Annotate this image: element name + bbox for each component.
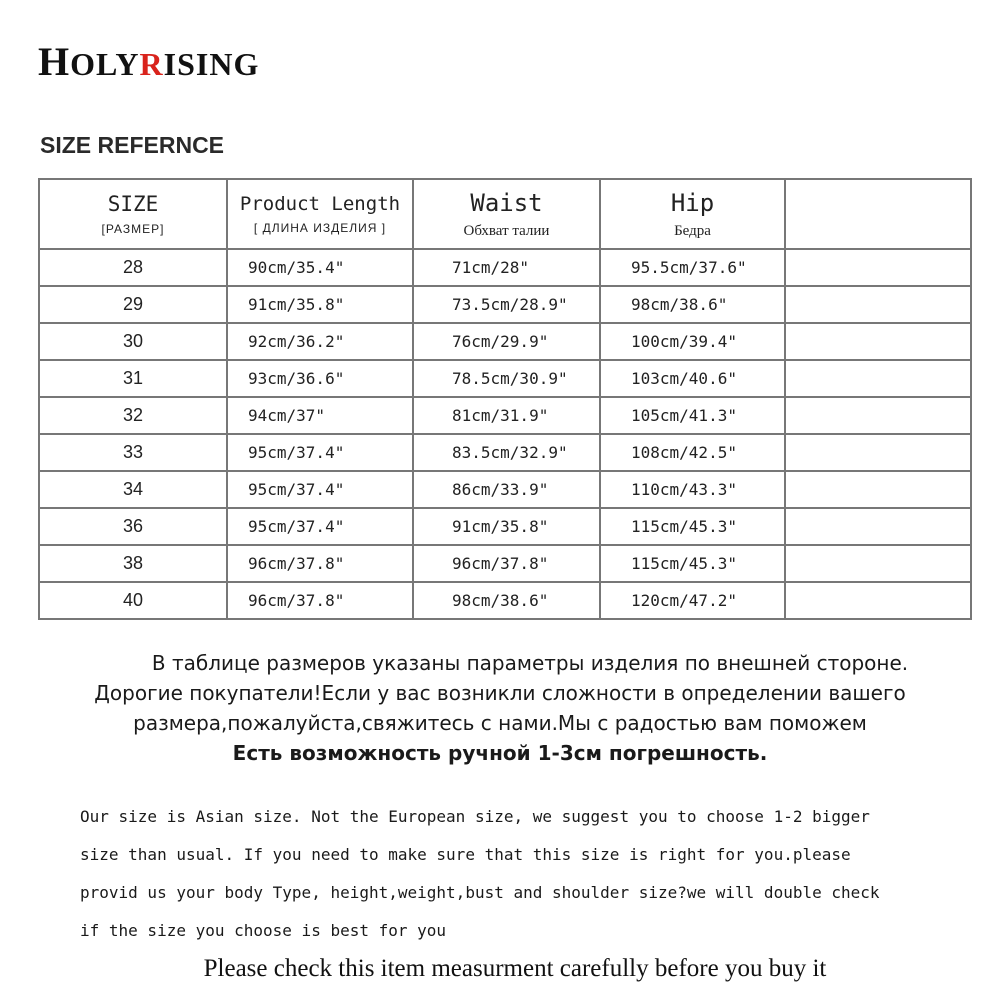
russian-note-line: Есть возможность ручной 1-3см погрешность. <box>232 741 768 765</box>
waist-cell: 96cm/37.8" <box>413 545 600 582</box>
size-cell: 36 <box>39 508 227 545</box>
table-row <box>39 434 971 471</box>
hip-cell: 110cm/43.3" <box>600 471 785 508</box>
length-cell: 92cm/36.2" <box>227 323 413 360</box>
waist-cell: 81cm/31.9" <box>413 397 600 434</box>
waist-cell: 86cm/33.9" <box>413 471 600 508</box>
size-cell: 29 <box>39 286 227 323</box>
russian-note-line: размера,пожалуйста,свяжитесь с нами.Мы с радостью вам поможем <box>133 711 867 735</box>
waist-cell: 78.5cm/30.9" <box>413 360 600 397</box>
empty-cell <box>785 286 971 323</box>
english-note-line: if the size you choose is best for you <box>80 921 447 940</box>
length-cell: 95cm/37.4" <box>227 508 413 545</box>
waist-cell: 76cm/29.9" <box>413 323 600 360</box>
english-note-line: Our size is Asian size. Not the European size, we suggest you to choose 1-2 bigger <box>80 807 870 826</box>
empty-cell <box>785 434 971 471</box>
size-table <box>38 178 972 620</box>
header-size: SIZE [РАЗМЕР] <box>39 179 227 249</box>
size-cell: 33 <box>39 434 227 471</box>
english-note-line: size than usual. If you need to make sure that this size is right for you.please <box>80 845 851 864</box>
english-notes <box>80 798 985 950</box>
hip-cell: 103cm/40.6" <box>600 360 785 397</box>
waist-cell: 71cm/28" <box>413 249 600 286</box>
header-product-length: Product Length [ ДЛИНА ИЗДЕЛИЯ ] <box>227 179 413 249</box>
empty-cell <box>785 508 971 545</box>
size-cell: 40 <box>39 582 227 619</box>
russian-note-line: Дорогие покупатели!Если у вас возникли сложности в определении вашего <box>94 681 906 705</box>
hip-cell: 95.5cm/37.6" <box>600 249 785 286</box>
size-cell: 31 <box>39 360 227 397</box>
table-row <box>39 286 971 323</box>
length-cell: 93cm/36.6" <box>227 360 413 397</box>
empty-cell <box>785 582 971 619</box>
empty-cell <box>785 397 971 434</box>
hip-cell: 120cm/47.2" <box>600 582 785 619</box>
table-row <box>39 249 971 286</box>
table-header-row <box>39 179 971 249</box>
length-cell: 95cm/37.4" <box>227 471 413 508</box>
length-cell: 94cm/37" <box>227 397 413 434</box>
length-cell: 96cm/37.8" <box>227 545 413 582</box>
table-row <box>39 582 971 619</box>
waist-cell: 73.5cm/28.9" <box>413 286 600 323</box>
table-row <box>39 508 971 545</box>
brand-logo: HOLYRISING <box>38 39 260 84</box>
empty-cell <box>785 249 971 286</box>
waist-cell: 83.5cm/32.9" <box>413 434 600 471</box>
empty-cell <box>785 360 971 397</box>
size-cell: 30 <box>39 323 227 360</box>
empty-cell <box>785 545 971 582</box>
size-cell: 32 <box>39 397 227 434</box>
length-cell: 91cm/35.8" <box>227 286 413 323</box>
empty-cell <box>785 471 971 508</box>
header-empty <box>785 179 971 249</box>
russian-note-line: В таблице размеров указаны параметры изделия по внешней стороне. <box>151 651 909 675</box>
table-row <box>39 360 971 397</box>
hip-cell: 115cm/45.3" <box>600 545 785 582</box>
length-cell: 96cm/37.8" <box>227 582 413 619</box>
hip-cell: 100cm/39.4" <box>600 323 785 360</box>
waist-cell: 98cm/38.6" <box>413 582 600 619</box>
size-cell: 28 <box>39 249 227 286</box>
size-reference-title: SIZE REFERNCE <box>40 132 225 158</box>
hip-cell: 105cm/41.3" <box>600 397 785 434</box>
length-cell: 90cm/35.4" <box>227 249 413 286</box>
russian-notes <box>0 648 1000 768</box>
header-hip: Hip Бедра <box>600 179 785 249</box>
size-cell: 34 <box>39 471 227 508</box>
measurement-warning: Please check this item measurment carefully before you buy it <box>203 955 827 982</box>
header-waist: Waist Обхват талии <box>413 179 600 249</box>
table-row <box>39 397 971 434</box>
hip-cell: 108cm/42.5" <box>600 434 785 471</box>
table-row <box>39 471 971 508</box>
size-cell: 38 <box>39 545 227 582</box>
hip-cell: 115cm/45.3" <box>600 508 785 545</box>
hip-cell: 98cm/38.6" <box>600 286 785 323</box>
length-cell: 95cm/37.4" <box>227 434 413 471</box>
table-row <box>39 545 971 582</box>
empty-cell <box>785 323 971 360</box>
table-row <box>39 323 971 360</box>
waist-cell: 91cm/35.8" <box>413 508 600 545</box>
english-note-line: provid us your body Type, height,weight,bust and shoulder size?we will double check <box>80 883 880 902</box>
